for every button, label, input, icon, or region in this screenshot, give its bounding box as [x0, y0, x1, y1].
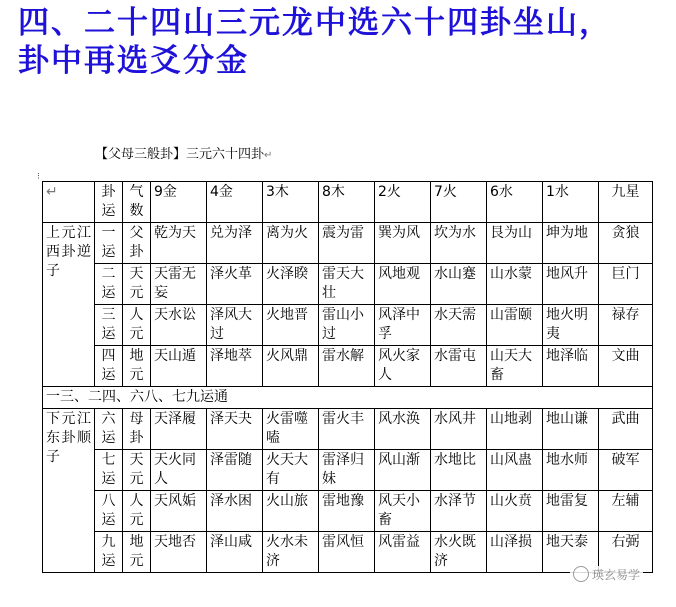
- hexagram-cell: 水泽节: [431, 491, 487, 532]
- hexagram-cell: 水火既济: [431, 532, 487, 573]
- qi-cell: 天元: [123, 450, 151, 491]
- caption-text: 【父母三般卦】三元六十四卦: [95, 147, 265, 162]
- hexagram-cell: 天山遁: [151, 346, 207, 387]
- header-corner-cell: ↵: [43, 182, 95, 223]
- hexagram-cell: 火雷噬嗑: [263, 409, 319, 450]
- table-row: [43, 305, 653, 346]
- star-cell: 巨门: [599, 264, 653, 305]
- hexagram-cell: 水天需: [431, 305, 487, 346]
- hexagram-cell: 火天大有: [263, 450, 319, 491]
- header-trigram-7: 6水: [487, 182, 543, 223]
- qi-cell: 天元: [123, 264, 151, 305]
- yun-cell: 六运: [95, 409, 123, 450]
- hexagram-cell: 乾为天: [151, 223, 207, 264]
- qi-cell: 父卦: [123, 223, 151, 264]
- hexagram-cell: 地泽临: [543, 346, 599, 387]
- hexagram-cell: 山地剥: [487, 409, 543, 450]
- star-cell: 禄存: [599, 305, 653, 346]
- watermark: [570, 566, 643, 583]
- hexagram-cell: 水山蹇: [431, 264, 487, 305]
- qi-cell: 地元: [123, 532, 151, 573]
- hexagram-cell: 雷山小过: [319, 305, 375, 346]
- hexagram-cell: 雷天大壮: [319, 264, 375, 305]
- hexagram-cell: 天火同人: [151, 450, 207, 491]
- yun-cell: 八运: [95, 491, 123, 532]
- hexagram-cell: 风地观: [375, 264, 431, 305]
- hexagram-cell: 山天大畜: [487, 346, 543, 387]
- hexagram-cell: 风水涣: [375, 409, 431, 450]
- header-trigram-8: 1水: [543, 182, 599, 223]
- hexagram-cell: 雷地豫: [319, 491, 375, 532]
- hexagram-cell: 泽风大过: [207, 305, 263, 346]
- hexagram-cell: 巽为风: [375, 223, 431, 264]
- hexagram-cell: 雷风恒: [319, 532, 375, 573]
- table-row: [43, 409, 653, 450]
- header-qi-shu: 气数: [123, 182, 151, 223]
- hexagram-cell: 火水未济: [263, 532, 319, 573]
- hexagram-cell: 泽天夬: [207, 409, 263, 450]
- hexagram-cell: 火山旅: [263, 491, 319, 532]
- yun-cell: 一运: [95, 223, 123, 264]
- yun-cell: 九运: [95, 532, 123, 573]
- hexagram-cell: 风山渐: [375, 450, 431, 491]
- hexagram-cell: 山水蒙: [487, 264, 543, 305]
- hexagram-cell: 风雷益: [375, 532, 431, 573]
- divider-text: 一三、二四、六八、七九运通: [43, 387, 653, 409]
- header-trigram-1: 9金: [151, 182, 207, 223]
- hexagram-cell: 天水讼: [151, 305, 207, 346]
- table-row: [43, 346, 653, 387]
- hexagram-cell: 天泽履: [151, 409, 207, 450]
- hexagram-cell: 雷火丰: [319, 409, 375, 450]
- hexagram-cell: 天雷无妄: [151, 264, 207, 305]
- table-row: [43, 450, 653, 491]
- hexagram-cell: 泽水困: [207, 491, 263, 532]
- hexagram-cell: 地天泰: [543, 532, 599, 573]
- wechat-logo-icon: [573, 566, 589, 582]
- hexagram-cell: 火泽睽: [263, 264, 319, 305]
- table-row: [43, 491, 653, 532]
- hexagram-cell: 山火贲: [487, 491, 543, 532]
- star-cell: 文曲: [599, 346, 653, 387]
- hexagram-cell: 泽山咸: [207, 532, 263, 573]
- qi-cell: 地元: [123, 346, 151, 387]
- qi-cell: 人元: [123, 491, 151, 532]
- paragraph-mark-icon: ↵: [264, 150, 273, 161]
- hexagram-cell: 地山谦: [543, 409, 599, 450]
- hexagram-cell: 坤为地: [543, 223, 599, 264]
- hexagram-cell: 兑为泽: [207, 223, 263, 264]
- table-row: [43, 223, 653, 264]
- yun-cell: 四运: [95, 346, 123, 387]
- hexagram-cell: 水风井: [431, 409, 487, 450]
- hexagram-cell: 艮为山: [487, 223, 543, 264]
- star-cell: 贪狼: [599, 223, 653, 264]
- header-trigram-4: 8木: [319, 182, 375, 223]
- star-cell: 破军: [599, 450, 653, 491]
- hexagram-cell: 水雷屯: [431, 346, 487, 387]
- hexagram-cell: 水地比: [431, 450, 487, 491]
- hexagram-cell: 坎为水: [431, 223, 487, 264]
- star-cell: 右弼: [599, 532, 653, 573]
- header-trigram-2: 4金: [207, 182, 263, 223]
- header-gua-yun: 卦运: [95, 182, 123, 223]
- header-trigram-5: 2火: [375, 182, 431, 223]
- hexagram-cell: 山风蛊: [487, 450, 543, 491]
- hexagram-table: [42, 181, 653, 573]
- table-row: [43, 532, 653, 573]
- hexagram-cell: 山雷颐: [487, 305, 543, 346]
- yun-cell: 二运: [95, 264, 123, 305]
- section-label: 下元江东卦顺子: [43, 409, 95, 573]
- hexagram-cell: 地水师: [543, 450, 599, 491]
- section-label: 上元江西卦逆子: [43, 223, 95, 387]
- hexagram-cell: 风天小畜: [375, 491, 431, 532]
- hexagram-cell: 雷泽归妹: [319, 450, 375, 491]
- hexagram-cell: 火风鼎: [263, 346, 319, 387]
- hexagram-cell: 地风升: [543, 264, 599, 305]
- title-line-2: 卦中再选爻分金: [18, 43, 249, 79]
- table-row: [43, 264, 653, 305]
- hexagram-cell: 天风姤: [151, 491, 207, 532]
- header-trigram-6: 7火: [431, 182, 487, 223]
- qi-cell: 母卦: [123, 409, 151, 450]
- yun-cell: 七运: [95, 450, 123, 491]
- table-caption: [95, 143, 272, 162]
- hexagram-cell: 震为雷: [319, 223, 375, 264]
- hexagram-cell: 雷水解: [319, 346, 375, 387]
- hexagram-cell: 山泽损: [487, 532, 543, 573]
- divider-row: [43, 387, 653, 409]
- hexagram-cell: 地火明夷: [543, 305, 599, 346]
- page-title: [18, 4, 668, 80]
- watermark-text: 瑛玄易学: [592, 568, 641, 582]
- hexagram-cell: 泽火革: [207, 264, 263, 305]
- header-trigram-3: 3木: [263, 182, 319, 223]
- qi-cell: 人元: [123, 305, 151, 346]
- header-nine-star: 九星: [599, 182, 653, 223]
- hexagram-cell: 地雷复: [543, 491, 599, 532]
- title-line-1: 四、二十四山三元龙中选六十四卦坐山，: [18, 5, 612, 41]
- hexagram-cell: 泽地萃: [207, 346, 263, 387]
- hexagram-cell: 火地晋: [263, 305, 319, 346]
- hexagram-cell: 离为火: [263, 223, 319, 264]
- table-anchor-icon: ⁝: [37, 172, 40, 182]
- hexagram-cell: 泽雷随: [207, 450, 263, 491]
- hexagram-cell: 风泽中孚: [375, 305, 431, 346]
- hexagram-cell: 风火家人: [375, 346, 431, 387]
- star-cell: 武曲: [599, 409, 653, 450]
- star-cell: 左辅: [599, 491, 653, 532]
- header-row: [43, 182, 653, 223]
- yun-cell: 三运: [95, 305, 123, 346]
- hexagram-cell: 天地否: [151, 532, 207, 573]
